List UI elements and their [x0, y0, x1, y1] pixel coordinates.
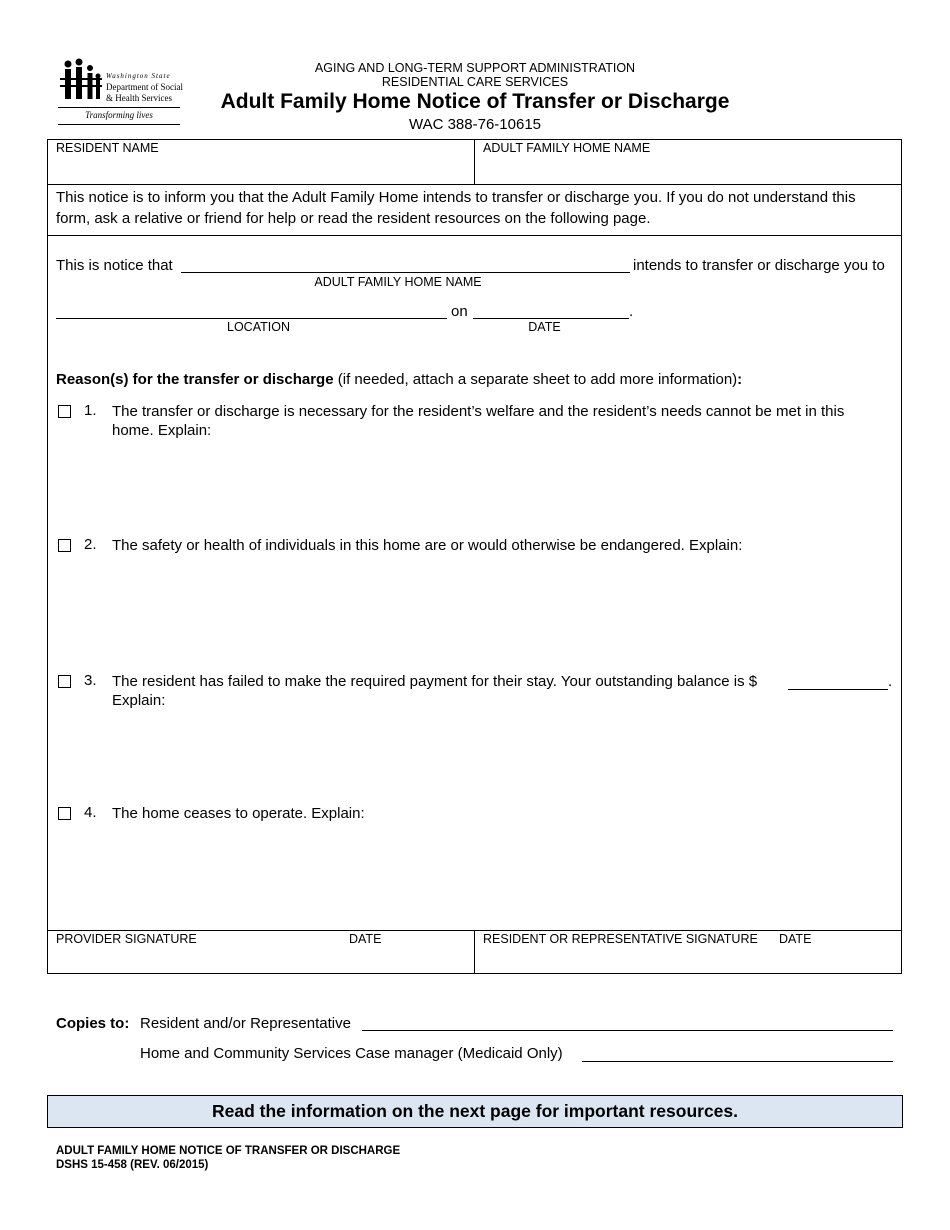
logo-divider-bottom	[58, 124, 180, 125]
reason-1-text	[112, 402, 892, 440]
afh-name-field[interactable]	[476, 156, 901, 183]
notice-on: on	[451, 303, 468, 320]
name-row-bottom	[47, 184, 902, 185]
intro-line-2: form, ask a relative or friend for help or read the resident resources on the following page.	[56, 210, 651, 227]
resident-name-label: RESIDENT NAME	[56, 141, 159, 155]
balance-amount-line[interactable]	[788, 689, 888, 690]
footer-form-title: ADULT FAMILY HOME NOTICE OF TRANSFER OR DISCHARGE	[56, 1145, 401, 1157]
reason-4-explain-field[interactable]	[112, 826, 892, 926]
reasons-heading-rest: (if needed, attach a separate sheet to add more information)	[333, 371, 738, 388]
reason-1-checkbox[interactable]	[58, 405, 71, 418]
logo-state: Washington State	[106, 72, 171, 80]
provider-signature-field[interactable]	[48, 947, 473, 973]
location-caption: LOCATION	[227, 320, 290, 334]
date-line[interactable]	[473, 318, 629, 319]
logo-dept-line1: Department of Social	[106, 82, 183, 92]
logo-dept-line2: & Health Services	[106, 93, 172, 103]
reason-1-explain-field[interactable]	[112, 442, 892, 530]
reason-3-line1: The resident has failed to make the required payment for their stay. Your outstanding balance is $	[112, 673, 758, 690]
reason-4-text	[112, 804, 892, 823]
afh-name-label: ADULT FAMILY HOME NAME	[483, 141, 651, 155]
intro-line-1: This notice is to inform you that the Adult Family Home intends to transfer or discharge you. If you do not understand this	[56, 189, 856, 206]
provider-signature-label: PROVIDER SIGNATURE	[56, 932, 197, 946]
reason-2-text	[112, 536, 892, 555]
reason-1-line1: The transfer or discharge is necessary for the resident’s welfare and the resident’s needs cannot be met in this	[112, 403, 845, 420]
date-caption: DATE	[528, 320, 561, 334]
resident-signature-field[interactable]	[476, 947, 901, 973]
logo-tagline: Transforming lives	[85, 110, 153, 120]
form-title: Adult Family Home Notice of Transfer or Discharge	[220, 90, 730, 113]
notice-prefix: This is notice that	[56, 257, 173, 274]
name-row-divider	[474, 139, 475, 184]
reasons-heading-bold: Reason(s) for the transfer or discharge	[56, 371, 334, 388]
resources-banner: Read the information on the next page for important resources.	[47, 1095, 903, 1128]
notice-suffix: intends to transfer or discharge you to	[633, 257, 885, 274]
resident-name-field[interactable]	[48, 156, 473, 183]
balance-period: .	[888, 673, 893, 690]
dshs-logo	[58, 58, 182, 128]
division-name: RESIDENTIAL CARE SERVICES	[381, 75, 569, 89]
wac-reference: WAC 388-76-10615	[408, 116, 542, 133]
reason-4-checkbox[interactable]	[58, 807, 71, 820]
reason-3-checkbox[interactable]	[58, 675, 71, 688]
reason-2-checkbox[interactable]	[58, 539, 71, 552]
reasons-heading	[56, 370, 742, 390]
copies-line-1-field[interactable]	[362, 1030, 893, 1031]
intro-bottom	[47, 235, 902, 236]
reason-2-number: 2.	[84, 536, 97, 553]
signature-row-divider	[474, 930, 475, 974]
reason-2-explain-field[interactable]	[112, 558, 892, 668]
reason-3-line2: Explain:	[112, 692, 166, 709]
reason-1-number: 1.	[84, 402, 97, 419]
location-line[interactable]	[56, 318, 447, 319]
notice-afh-caption: ADULT FAMILY HOME NAME	[314, 275, 482, 289]
notice-afh-name-line[interactable]	[181, 272, 630, 273]
copies-label: Copies to:	[56, 1015, 130, 1032]
reason-2-line1: The safety or health of individuals in this home are or would otherwise be endangered. Explain:	[112, 537, 743, 554]
copies-line-2-field[interactable]	[582, 1061, 893, 1062]
reason-3-explain-field[interactable]	[112, 712, 892, 802]
reason-4-line1: The home ceases to operate. Explain:	[112, 805, 365, 822]
reason-3-text	[112, 672, 892, 710]
reason-3-number: 3.	[84, 672, 97, 689]
admin-name: AGING AND LONG-TERM SUPPORT ADMINISTRATION	[314, 61, 636, 75]
reasons-heading-colon: :	[737, 371, 743, 388]
footer-form-number: DSHS 15-458 (REV. 06/2015)	[56, 1159, 209, 1171]
notice-period: .	[629, 303, 634, 320]
reason-1-line2: home. Explain:	[112, 422, 212, 439]
provider-date-label: DATE	[349, 932, 382, 946]
copies-line-2-label: Home and Community Services Case manager (Medicaid Only)	[140, 1045, 563, 1062]
resident-signature-label: RESIDENT OR REPRESENTATIVE SIGNATURE	[483, 932, 758, 946]
logo-divider	[58, 107, 180, 108]
family-figures-icon	[60, 58, 102, 104]
copies-line-1-label: Resident and/or Representative	[140, 1015, 351, 1032]
reason-4-number: 4.	[84, 804, 97, 821]
logo-text	[106, 71, 183, 104]
resident-date-label: DATE	[779, 932, 812, 946]
